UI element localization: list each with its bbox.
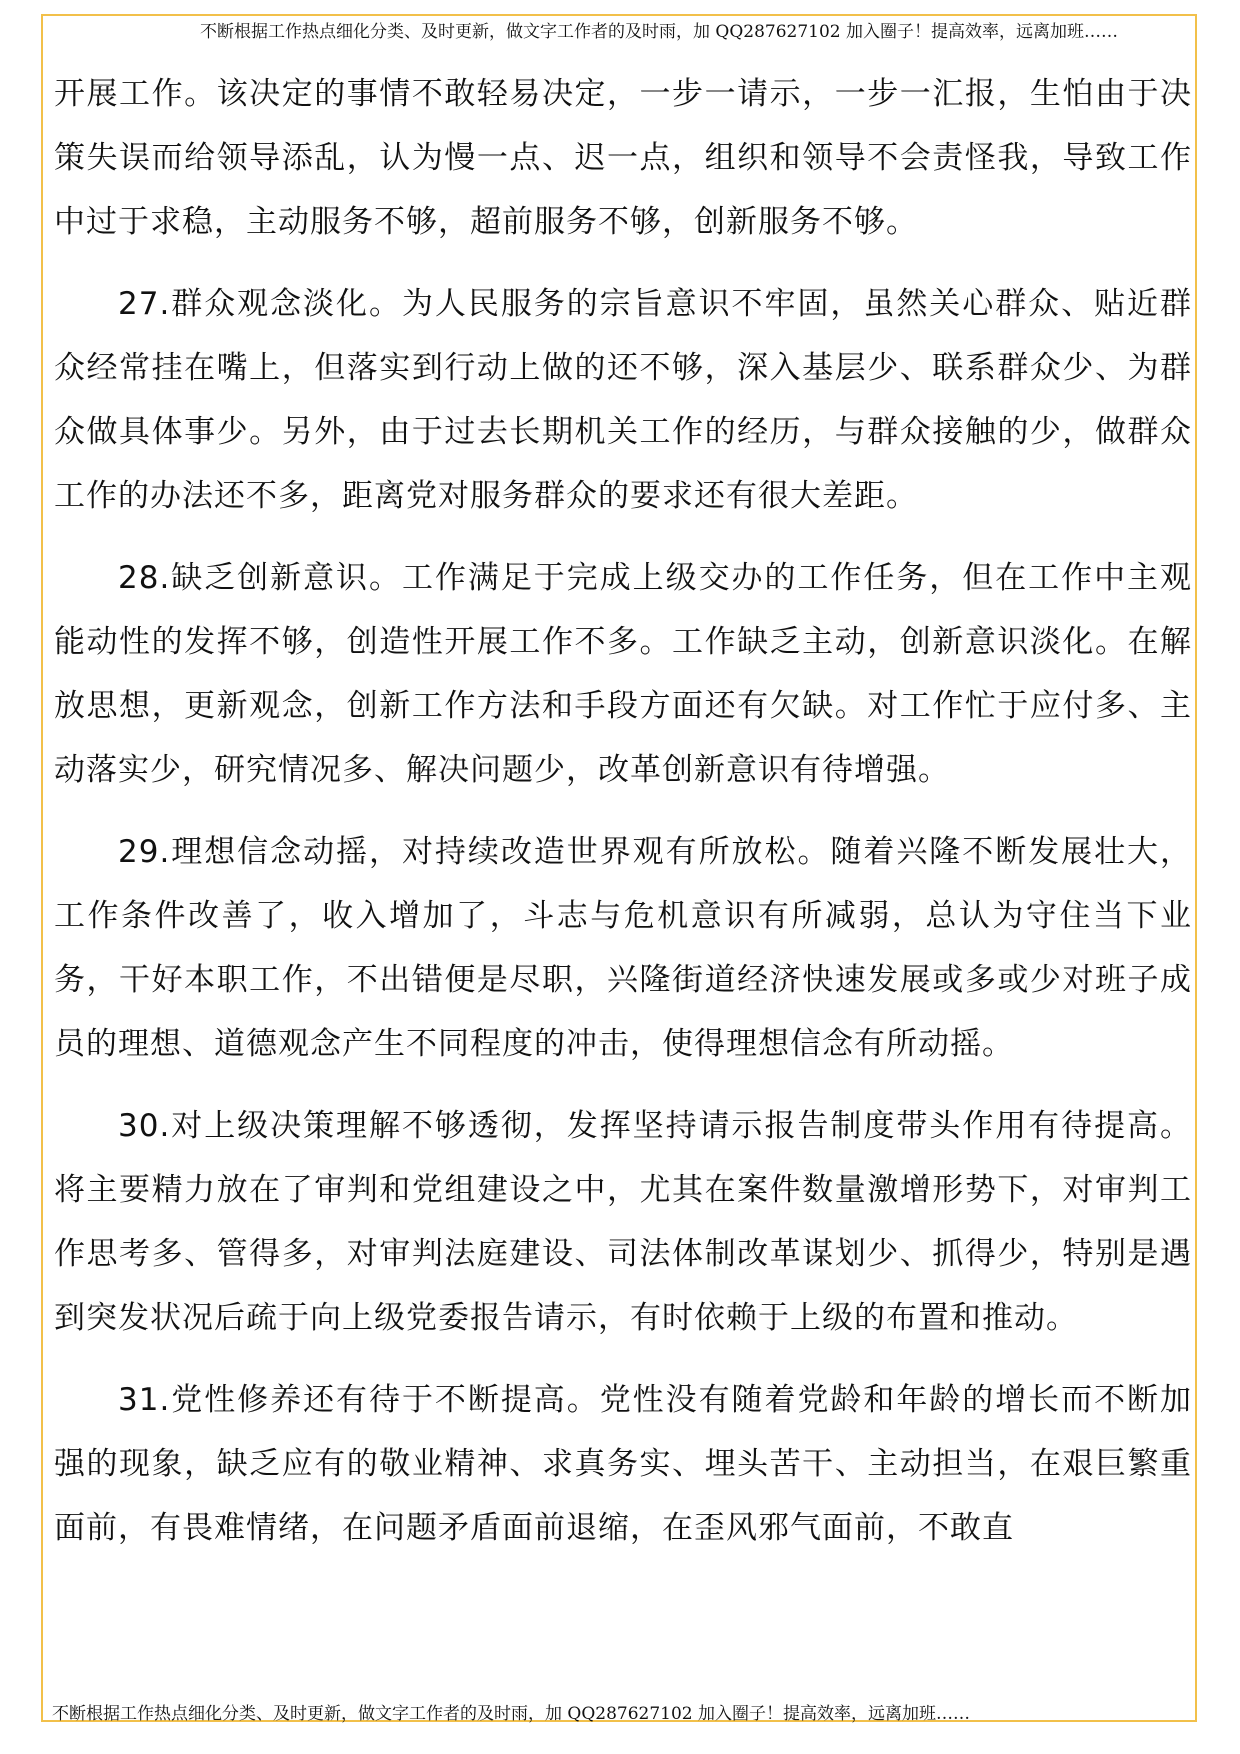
paragraph-29: 29.理想信念动摇，对持续改造世界观有所放松。随着兴隆不断发展壮大，工作条件改善了，收入增加了，斗志与危机意识有所减弱，总认为守住当下业务，干好本职工作，不出错便是尽职，兴隆街道经济快速发展或多或少对班子成员的理想、道德观念产生不同程度的冲击，使得理想信念有所动摇。 (54, 834, 1192, 1062)
footer-note: 不断根据工作热点细化分类、及时更新，做文字工作者的及时雨，加 QQ287627102 加入圈子！提高效率，远离加班…… (52, 1704, 971, 1724)
paragraph-30: 30.对上级决策理解不够透彻，发挥坚持请示报告制度带头作用有待提高。将主要精力放在了审判和党组建设之中，尤其在案件数量激增形势下，对审判工作思考多、管得多，对审判法庭建设、司法体制改革谋划少、抓得少，特别是遇到突发状况后疏于向上级党委报告请示，有时依赖于上级的布置和推动。 (54, 1108, 1192, 1336)
document-body (54, 62, 1192, 1560)
paragraph-continuation: 开展工作。该决定的事情不敢轻易决定，一步一请示，一步一汇报，生怕由于决策失误而给领导添乱，认为慢一点、迟一点，组织和领导不会责怪我，导致工作中过于求稳，主动服务不够，超前服务不够，创新服务不够。 (54, 76, 1192, 240)
paragraph-27: 27.群众观念淡化。为人民服务的宗旨意识不牢固，虽然关心群众、贴近群众经常挂在嘴上，但落实到行动上做的还不够，深入基层少、联系群众少、为群众做具体事少。另外，由于过去长期机关工作的经历，与群众接触的少，做群众工作的办法还不多，距离党对服务群众的要求还有很大差距。 (54, 286, 1192, 514)
header-note: 不断根据工作热点细化分类、及时更新，做文字工作者的及时雨，加 QQ287627102 加入圈子！提高效率，远离加班…… (200, 22, 1119, 42)
paragraph-31: 31.党性修养还有待于不断提高。党性没有随着党龄和年龄的增长而不断加强的现象，缺乏应有的敬业精神、求真务实、埋头苦干、主动担当，在艰巨繁重面前，有畏难情绪，在问题矛盾面前退缩，在歪风邪气面前，不敢直 (54, 1382, 1192, 1546)
paragraph-28: 28.缺乏创新意识。工作满足于完成上级交办的工作任务，但在工作中主观能动性的发挥不够，创造性开展工作不多。工作缺乏主动，创新意识淡化。在解放思想，更新观念，创新工作方法和手段方面还有欠缺。对工作忙于应付多、主动落实少，研究情况多、解决问题少，改革创新意识有待增强。 (54, 560, 1192, 788)
